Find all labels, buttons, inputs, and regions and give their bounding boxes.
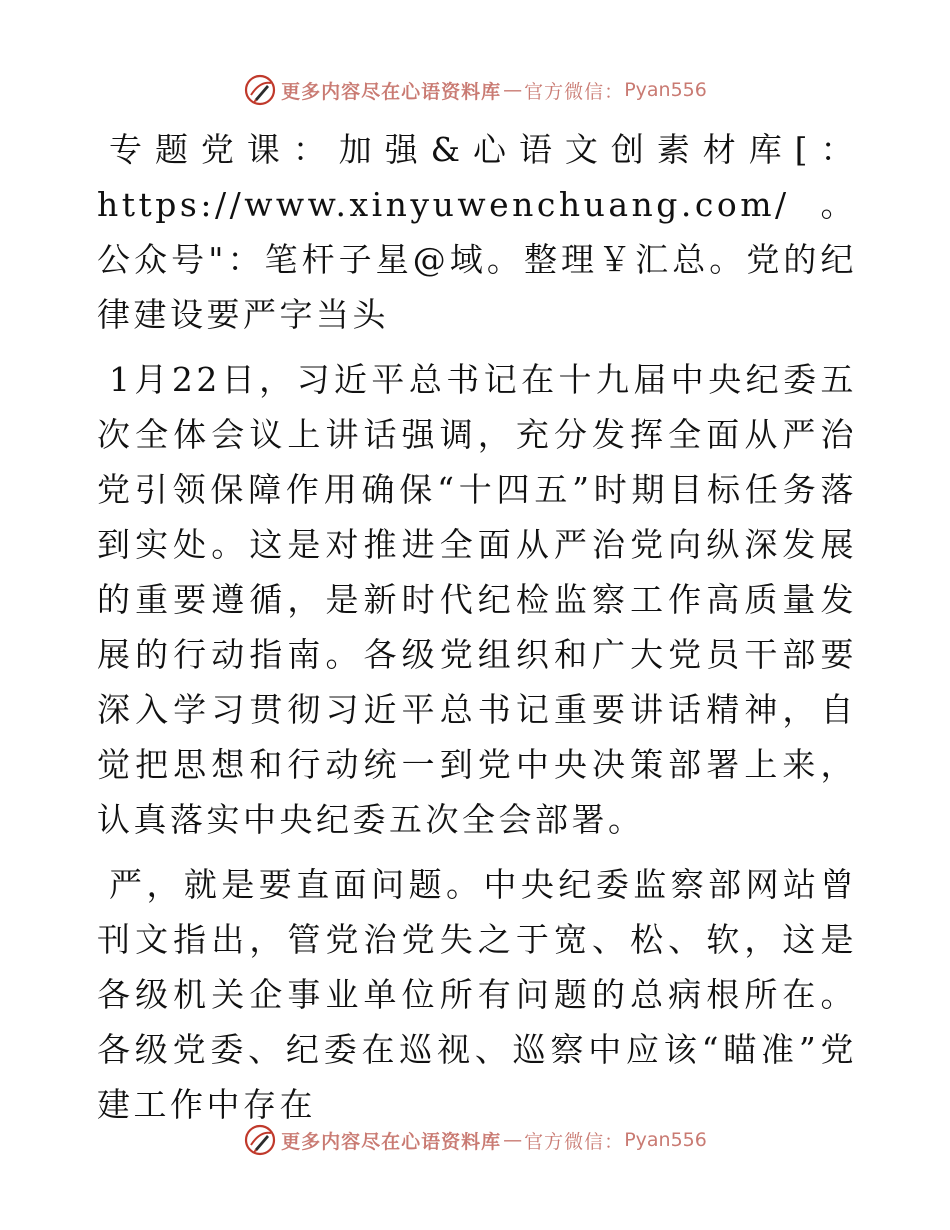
watermark-wechat-id: Pyan556 — [624, 1129, 707, 1151]
watermark-wechat-id: Pyan556 — [624, 79, 707, 101]
pen-circle-logo-icon — [243, 73, 277, 107]
watermark-dash: — — [503, 79, 523, 101]
paragraph-title: 专题党课：加强&心语文创素材库[：https://www.xinyuwenchuang.com/。公众号"：笔杆子星@域。整理￥汇总。党的纪律建设要严字当头 — [97, 130, 857, 334]
watermark-site-text: 更多内容尽在心语资料库 — [281, 80, 502, 103]
document-body — [97, 122, 857, 1142]
watermark-dash: — — [503, 1129, 523, 1151]
footer-watermark — [0, 1120, 950, 1160]
header-watermark — [0, 70, 950, 110]
watermark-wechat-label: 官方微信： — [524, 80, 625, 103]
watermark-site-text: 更多内容尽在心语资料库 — [281, 1130, 502, 1153]
paragraph-1: 1月22日，习近平总书记在十九届中央纪委五次全体会议上讲话强调，充分发挥全面从严治党引领保障作用确保“十四五”时期目标任务落到实处。这是对推进全面从严治党向纵深发展的重要遵循，是新时代纪检监察工作高质量发展的行动指南。各级党组织和广大党员干部要深入学习贯彻习近平总书记重要讲话精神，自觉把思想和行动统一到党中央决策部署上来，认真落实中央纪委五次全会部署。 — [97, 360, 857, 839]
pen-circle-logo-icon — [243, 1123, 277, 1157]
paragraph-2: 严，就是要直面问题。中央纪委监察部网站曾刊文指出，管党治党失之于宽、松、软，这是各级机关企事业单位所有问题的总病根所在。各级党委、纪委在巡视、巡察中应该“瞄准”党建工作中存在 — [97, 865, 857, 1124]
watermark-wechat-label: 官方微信： — [524, 1130, 625, 1153]
